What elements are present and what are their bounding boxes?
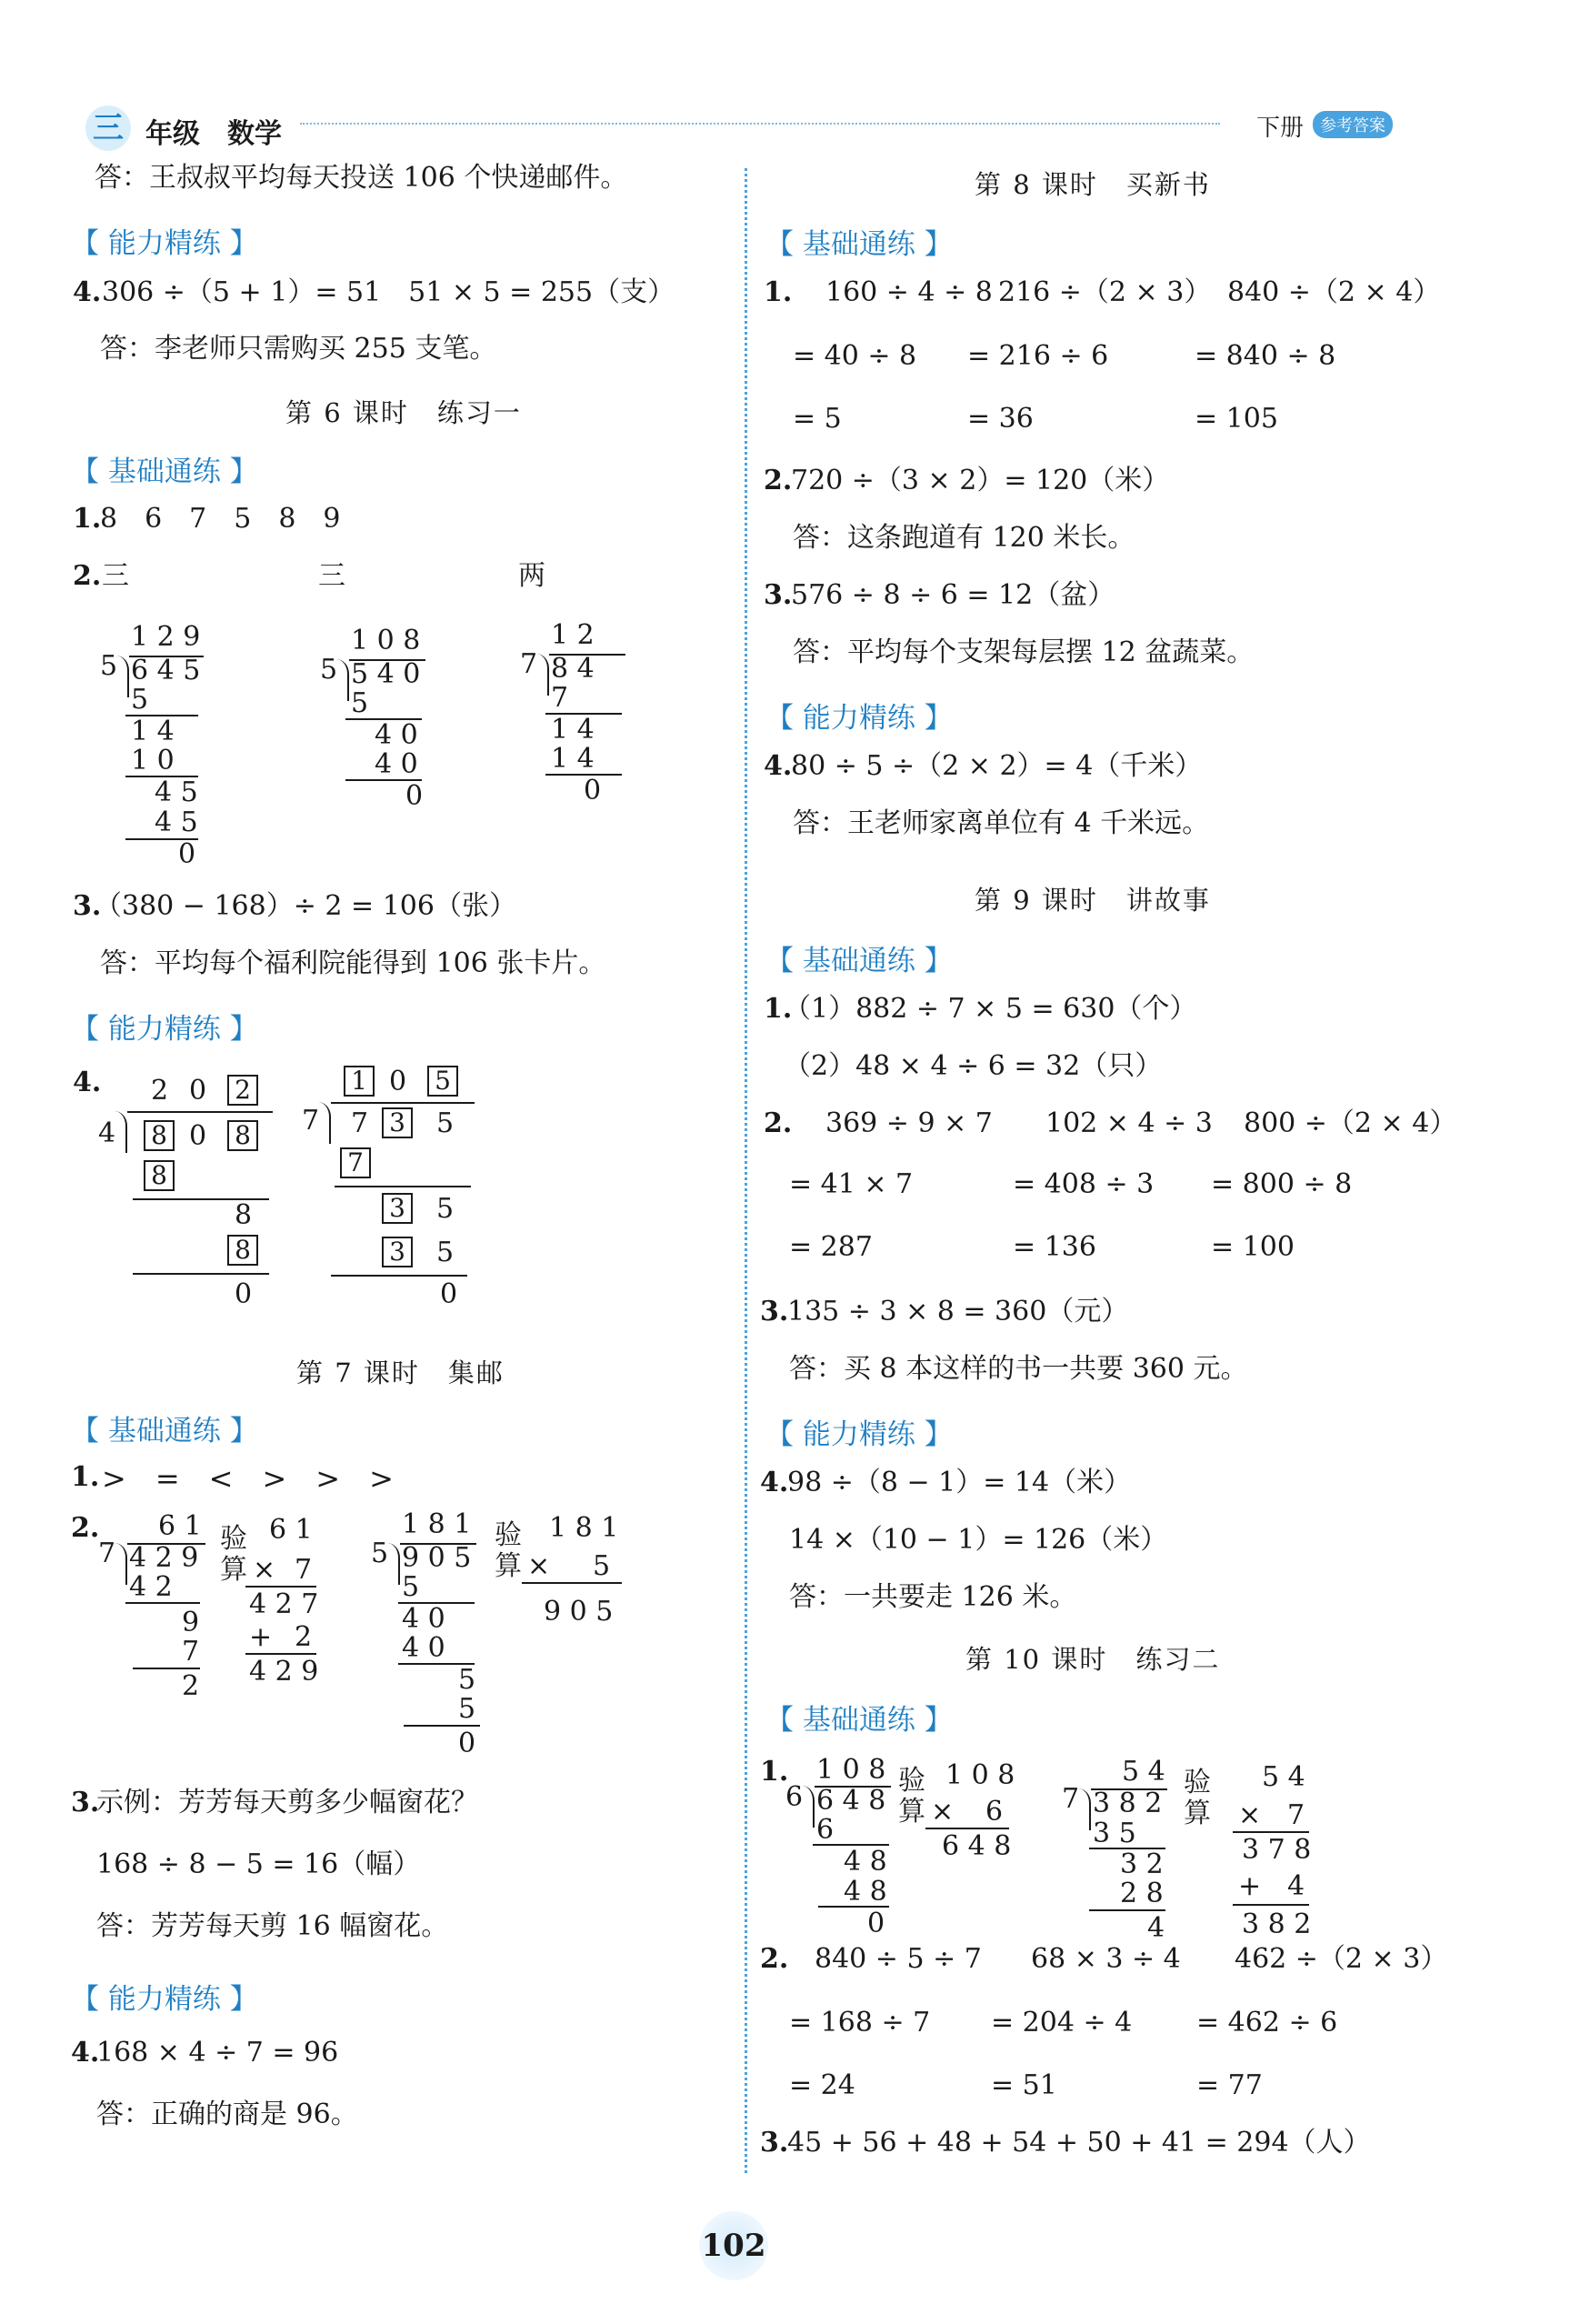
lesson-title: 第 6 课时 练习一 [285, 397, 522, 428]
factor: 1 8 1 [549, 1512, 619, 1544]
step: 4 0 [402, 1603, 445, 1635]
question-number: 3. [71, 1787, 100, 1818]
expression: = 168 ÷ 7 [789, 2007, 931, 2039]
answer-text: 答：正确的商是 96。 [96, 2099, 358, 2130]
section-basic: 【 基础通练 】 [71, 456, 258, 488]
question-number: 2. [760, 1943, 789, 1975]
addend: 2 [295, 1621, 313, 1653]
expression: = 204 ÷ 4 [991, 2007, 1133, 2039]
expression: = 41 × 7 [789, 1168, 914, 1200]
equation: （2）48 × 4 ÷ 6 = 32（只） [784, 1050, 1163, 1082]
step: 1 4 [551, 743, 595, 775]
question-number: 3. [760, 1296, 789, 1327]
blank-box: 3 [382, 1237, 413, 1267]
step: 1 4 [551, 714, 595, 746]
expression: = 40 ÷ 8 [793, 340, 917, 372]
expression: 369 ÷ 9 × 7 [825, 1107, 993, 1139]
operator: + [1238, 1870, 1262, 1902]
question-number: 4. [71, 2037, 100, 2069]
check-label: 算 [1184, 1798, 1211, 1829]
quotient-digit: 0 [189, 1075, 207, 1107]
step: 7 [182, 1636, 200, 1668]
expression: = 24 [789, 2069, 855, 2101]
divisor: 7 [1062, 1783, 1080, 1815]
divisor: 7 [98, 1538, 116, 1569]
quotient-digit: 0 [389, 1066, 407, 1097]
dividend: 6 4 5 [131, 655, 201, 686]
step: 1 4 [131, 716, 175, 747]
step: 4 0 [402, 1632, 445, 1664]
quotient: 1 0 8 [351, 625, 421, 656]
step: 3 2 [1120, 1848, 1164, 1880]
result: 6 4 8 [942, 1830, 1012, 1862]
expression: = 287 [789, 1231, 873, 1263]
expression: 216 ÷（2 × 3） [998, 276, 1212, 308]
equation: 98 ÷（8 − 1）= 14（米） [787, 1467, 1132, 1498]
factor: 5 4 [1262, 1761, 1305, 1793]
equation: 306 ÷（5 + 1）= 51 51 × 5 = 255（支） [102, 276, 675, 308]
quotient: 5 4 [1122, 1756, 1165, 1788]
step: 4 5 [155, 776, 198, 808]
step: 4 8 [844, 1876, 887, 1908]
dividend: 3 8 2 [1093, 1788, 1163, 1819]
step: 6 [816, 1814, 835, 1846]
expression: = 36 [967, 403, 1034, 435]
expression: = 100 [1211, 1231, 1295, 1263]
answer-text: 答：王老师家离单位有 4 千米远。 [793, 807, 1210, 839]
expression: = 840 ÷ 8 [1195, 340, 1336, 372]
divisor: 5 [371, 1538, 389, 1569]
remainder: 0 [405, 780, 424, 812]
operator: × [931, 1796, 955, 1828]
check-label: 算 [495, 1550, 522, 1582]
volume-label: 下册 [1256, 115, 1305, 142]
step: 5 [402, 1571, 420, 1603]
equation: 14 ×（10 − 1）= 126（米） [789, 1524, 1168, 1556]
digit-answer: 两 [518, 560, 545, 592]
quotient-digit: 2 [151, 1075, 169, 1107]
blank-box: 1 [344, 1066, 375, 1097]
step: 8 [235, 1199, 253, 1231]
operator: + [249, 1621, 273, 1653]
question-number: 1. [760, 1756, 789, 1788]
question-number: 4. [760, 1467, 789, 1498]
division-bracket [331, 1102, 475, 1104]
step: 4 8 [844, 1846, 887, 1878]
remainder: 0 [584, 775, 602, 806]
operator: × [1238, 1799, 1262, 1831]
step: 1 0 [131, 745, 175, 776]
expression: = 5 [793, 403, 842, 435]
quotient: 1 2 9 [131, 621, 201, 653]
expression: 160 ÷ 4 ÷ 8 [825, 276, 993, 308]
expression: 840 ÷ 5 ÷ 7 [815, 1943, 982, 1975]
equation: 80 ÷ 5 ÷（2 × 2）= 4（千米） [791, 750, 1203, 782]
result: 3 8 2 [1242, 1908, 1312, 1940]
equation: 720 ÷（3 × 2）= 120（米） [791, 465, 1170, 496]
equation: 45 + 56 + 48 + 54 + 50 + 41 = 294（人） [787, 2127, 1371, 2159]
factor: 7 [295, 1554, 313, 1586]
check-label: 算 [220, 1554, 247, 1586]
answer-text: 答：平均每个支架每层摆 12 盆蔬菜。 [793, 636, 1255, 668]
answer-list: 8 6 7 5 8 9 [100, 503, 341, 535]
operator: × [253, 1554, 276, 1586]
section-ability: 【 能力精练 】 [71, 227, 258, 260]
header-rule [300, 123, 1220, 125]
column-divider [745, 168, 747, 2173]
question-number: 3. [764, 579, 793, 611]
blank-box: 3 [382, 1107, 413, 1138]
factor: 1 0 8 [945, 1759, 1015, 1791]
blank-box: 8 [144, 1120, 175, 1151]
question-number: 4. [73, 276, 102, 308]
question-number: 2. [764, 465, 793, 496]
blank-box: 8 [227, 1235, 258, 1266]
question-number: 1. [73, 503, 102, 535]
blank-box: 2 [227, 1075, 258, 1106]
expression: = 51 [991, 2069, 1057, 2101]
comparison-answers: > = < > > > [102, 1461, 394, 1496]
blank-box: 3 [382, 1193, 413, 1224]
quotient: 6 1 [158, 1510, 202, 1542]
step: 4 0 [375, 748, 418, 780]
question-number: 4. [764, 750, 793, 782]
remainder: 0 [440, 1278, 458, 1310]
expression: = 216 ÷ 6 [967, 340, 1109, 372]
factor: 6 1 [269, 1514, 313, 1546]
step: 5 [458, 1664, 476, 1696]
equation: 168 ÷ 8 − 5 = 16（幅） [96, 1848, 421, 1880]
dividend-digit: 0 [189, 1120, 207, 1152]
question-number: 3. [760, 2127, 789, 2159]
remainder: 0 [178, 838, 196, 870]
division-bracket [127, 1111, 273, 1113]
question-number: 1. [71, 1461, 100, 1493]
section-basic: 【 基础通练 】 [71, 1415, 258, 1447]
blank-box: 7 [340, 1147, 371, 1178]
lesson-title: 第 7 课时 集邮 [296, 1357, 505, 1388]
step: 9 [182, 1607, 200, 1638]
page-number: 102 [699, 2211, 768, 2280]
expression: 800 ÷（2 × 4） [1244, 1107, 1457, 1139]
answer-text: 答：平均每个福利院能得到 106 张卡片。 [100, 947, 606, 979]
grade-badge: 三 [85, 105, 131, 151]
section-ability: 【 能力精练 】 [71, 1013, 258, 1046]
quotient: 1 2 [551, 619, 595, 651]
section-ability: 【 能力精练 】 [71, 1983, 258, 2016]
answer-text: 答：买 8 本这样的书一共要 360 元。 [789, 1353, 1248, 1385]
section-basic: 【 基础通练 】 [765, 1704, 953, 1737]
answer-text: 答：王叔叔平均每天投送 106 个快递邮件。 [95, 162, 628, 194]
equation: （380 − 168）÷ 2 = 106（张） [95, 890, 516, 922]
subject-label: 数学 [227, 118, 282, 150]
factor: 7 [1287, 1799, 1305, 1831]
result: 4 2 9 [249, 1656, 319, 1688]
divisor: 6 [785, 1781, 804, 1813]
expression: 840 ÷（2 × 4） [1227, 276, 1441, 308]
expression: = 408 ÷ 3 [1013, 1168, 1155, 1200]
dividend: 5 4 0 [351, 658, 421, 690]
remainder: 0 [235, 1278, 253, 1310]
lesson-title: 第 8 课时 买新书 [975, 169, 1211, 200]
section-basic: 【 基础通练 】 [765, 945, 953, 977]
product: 4 2 7 [249, 1588, 319, 1620]
check-label: 算 [898, 1796, 925, 1828]
dividend: 4 2 9 [129, 1542, 199, 1574]
question-number: 2. [764, 1107, 793, 1139]
divisor: 5 [320, 654, 338, 686]
divisor: 7 [302, 1105, 320, 1137]
section-ability: 【 能力精练 】 [765, 1418, 953, 1451]
lesson-title: 第 9 课时 讲故事 [975, 885, 1211, 916]
answer-text: 答：芳芳每天剪 16 幅窗花。 [96, 1910, 449, 1942]
operator: × [527, 1550, 551, 1582]
step: 3 5 [1093, 1818, 1136, 1849]
divisor: 7 [520, 648, 538, 680]
check-label: 验 [220, 1523, 247, 1555]
expression: = 77 [1196, 2069, 1263, 2101]
factor: 6 [985, 1796, 1004, 1828]
remainder: 4 [1147, 1912, 1165, 1944]
check-label: 验 [898, 1765, 925, 1797]
question-number: 1. [764, 993, 793, 1025]
blank-box: 8 [227, 1120, 258, 1151]
step: 4 0 [375, 719, 418, 751]
answer-text: 答：这条跑道有 120 米长。 [793, 522, 1135, 554]
blank-box: 8 [144, 1160, 175, 1191]
divisor: 5 [100, 650, 118, 682]
expression: = 462 ÷ 6 [1196, 2007, 1338, 2039]
digit-answer: 三 [102, 560, 129, 592]
dividend-digit: 5 [436, 1107, 455, 1139]
expression: 68 × 3 ÷ 4 [1031, 1943, 1181, 1975]
addend: 4 [1287, 1870, 1305, 1902]
expression: = 105 [1195, 403, 1278, 435]
step: 4 2 [129, 1571, 173, 1603]
answer-text: 答：李老师只需购买 255 支笔。 [100, 333, 497, 365]
dividend: 8 4 [551, 653, 595, 685]
check-label: 验 [1184, 1767, 1211, 1798]
dividend: 9 0 5 [402, 1542, 472, 1574]
answer-badge: 参考答案 [1313, 111, 1393, 138]
step: 5 [436, 1193, 455, 1225]
dividend: 6 4 8 [816, 1785, 886, 1817]
dividend-digit: 7 [351, 1107, 369, 1139]
step: 2 8 [1120, 1878, 1164, 1909]
answer-text: 答：一共要走 126 米。 [789, 1581, 1077, 1613]
equation: 135 ÷ 3 × 8 = 360（元） [787, 1296, 1129, 1327]
step: 5 [131, 684, 149, 716]
section-basic: 【 基础通练 】 [765, 228, 953, 261]
digit-answer: 三 [318, 560, 345, 592]
question-number: 2. [71, 1512, 100, 1544]
lesson-title: 第 10 课时 练习二 [965, 1644, 1221, 1675]
equation: 576 ÷ 8 ÷ 6 = 12（盆） [791, 579, 1115, 611]
step: 5 [436, 1237, 455, 1268]
divisor: 4 [98, 1117, 116, 1149]
expression: = 136 [1013, 1231, 1096, 1263]
question-text: 示例：芳芳每天剪多少幅窗花？ [96, 1787, 478, 1818]
expression: = 800 ÷ 8 [1211, 1168, 1353, 1200]
question-number: 3. [73, 890, 102, 922]
equation: （1）882 ÷ 7 × 5 = 630（个） [784, 993, 1197, 1025]
expression: 102 × 4 ÷ 3 [1045, 1107, 1213, 1139]
question-number: 2. [73, 560, 102, 592]
remainder: 0 [867, 1908, 885, 1939]
check-label: 验 [495, 1519, 522, 1551]
step: 7 [551, 682, 569, 714]
section-ability: 【 能力精练 】 [765, 702, 953, 735]
remainder: 2 [182, 1670, 200, 1702]
blank-box: 5 [427, 1066, 458, 1097]
result: 9 0 5 [544, 1596, 614, 1628]
step: 5 [458, 1693, 476, 1725]
product: 3 7 8 [1242, 1834, 1312, 1866]
quotient: 1 0 8 [816, 1754, 886, 1786]
equation: 168 × 4 ÷ 7 = 96 [96, 2037, 339, 2069]
step: 4 5 [155, 806, 198, 838]
remainder: 0 [458, 1728, 476, 1759]
grade-label: 年级 [145, 118, 200, 150]
factor: 5 [593, 1550, 611, 1582]
expression: 462 ÷（2 × 3） [1235, 1943, 1448, 1975]
question-number: 1. [764, 276, 793, 308]
quotient: 1 8 1 [402, 1508, 472, 1540]
step: 5 [351, 687, 369, 719]
question-number: 4. [73, 1067, 102, 1098]
